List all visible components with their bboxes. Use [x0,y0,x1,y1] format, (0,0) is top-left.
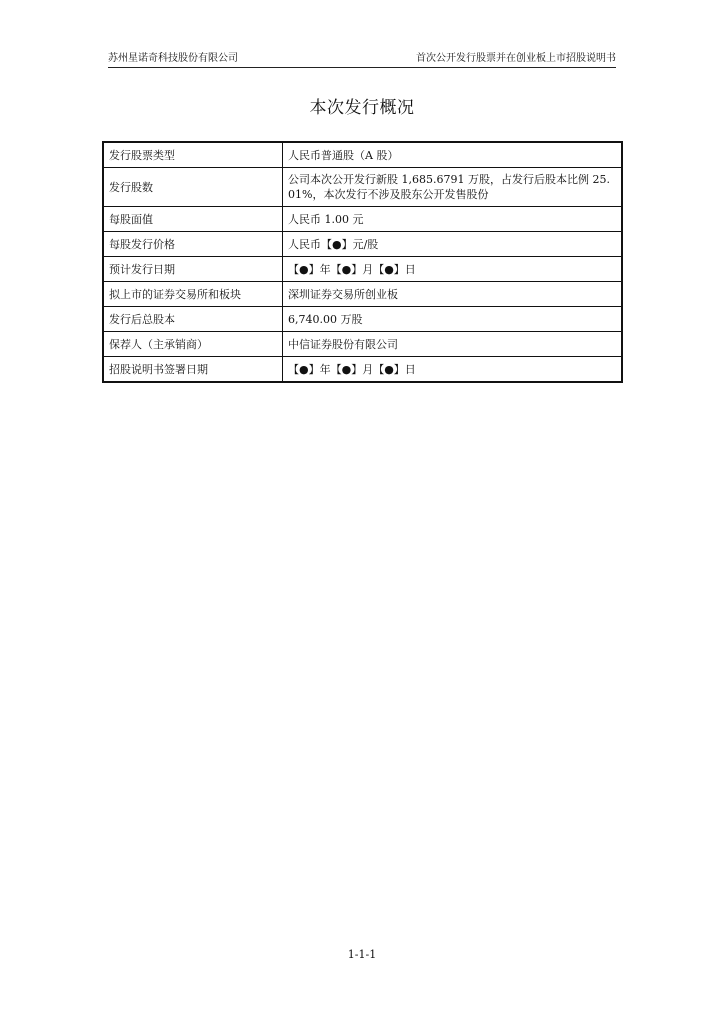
table-row [103,207,622,232]
row-label: 发行股票类型 [103,142,283,168]
row-label: 保荐人（主承销商） [103,332,283,357]
page-header [108,51,616,68]
table-row [103,332,622,357]
table-row [103,307,622,332]
row-label: 每股面值 [103,207,283,232]
row-label: 招股说明书签署日期 [103,357,283,383]
row-label: 预计发行日期 [103,257,283,282]
table-row [103,142,622,168]
row-label: 每股发行价格 [103,232,283,257]
row-label: 发行股数 [103,168,283,207]
page-title: 本次发行概况 [309,98,415,118]
row-value: 【●】年【●】月【●】日 [283,357,623,383]
page-number: 1-1-1 [347,948,377,961]
row-value: 人民币普通股（A 股） [283,142,623,168]
row-value: 【●】年【●】月【●】日 [283,257,623,282]
row-value: 人民币 1.00 元 [283,207,623,232]
row-value: 中信证券股份有限公司 [283,332,623,357]
table-row [103,257,622,282]
header-document-title: 首次公开发行股票并在创业板上市招股说明书 [416,53,616,64]
table-row [103,357,622,383]
offering-summary-table [102,141,623,383]
row-label: 发行后总股本 [103,307,283,332]
row-value: 公司本次公开发行新股 1,685.6791 万股，占发行后股本比例 25.01%，本次发行不涉及股东公开发售股份 [283,168,623,207]
table-row [103,168,622,207]
header-company-name: 苏州星诺奇科技股份有限公司 [108,53,238,64]
table-row [103,282,622,307]
row-value: 人民币【●】元/股 [283,232,623,257]
row-label: 拟上市的证券交易所和板块 [103,282,283,307]
row-value: 深圳证券交易所创业板 [283,282,623,307]
row-value: 6,740.00 万股 [283,307,623,332]
table-row [103,232,622,257]
